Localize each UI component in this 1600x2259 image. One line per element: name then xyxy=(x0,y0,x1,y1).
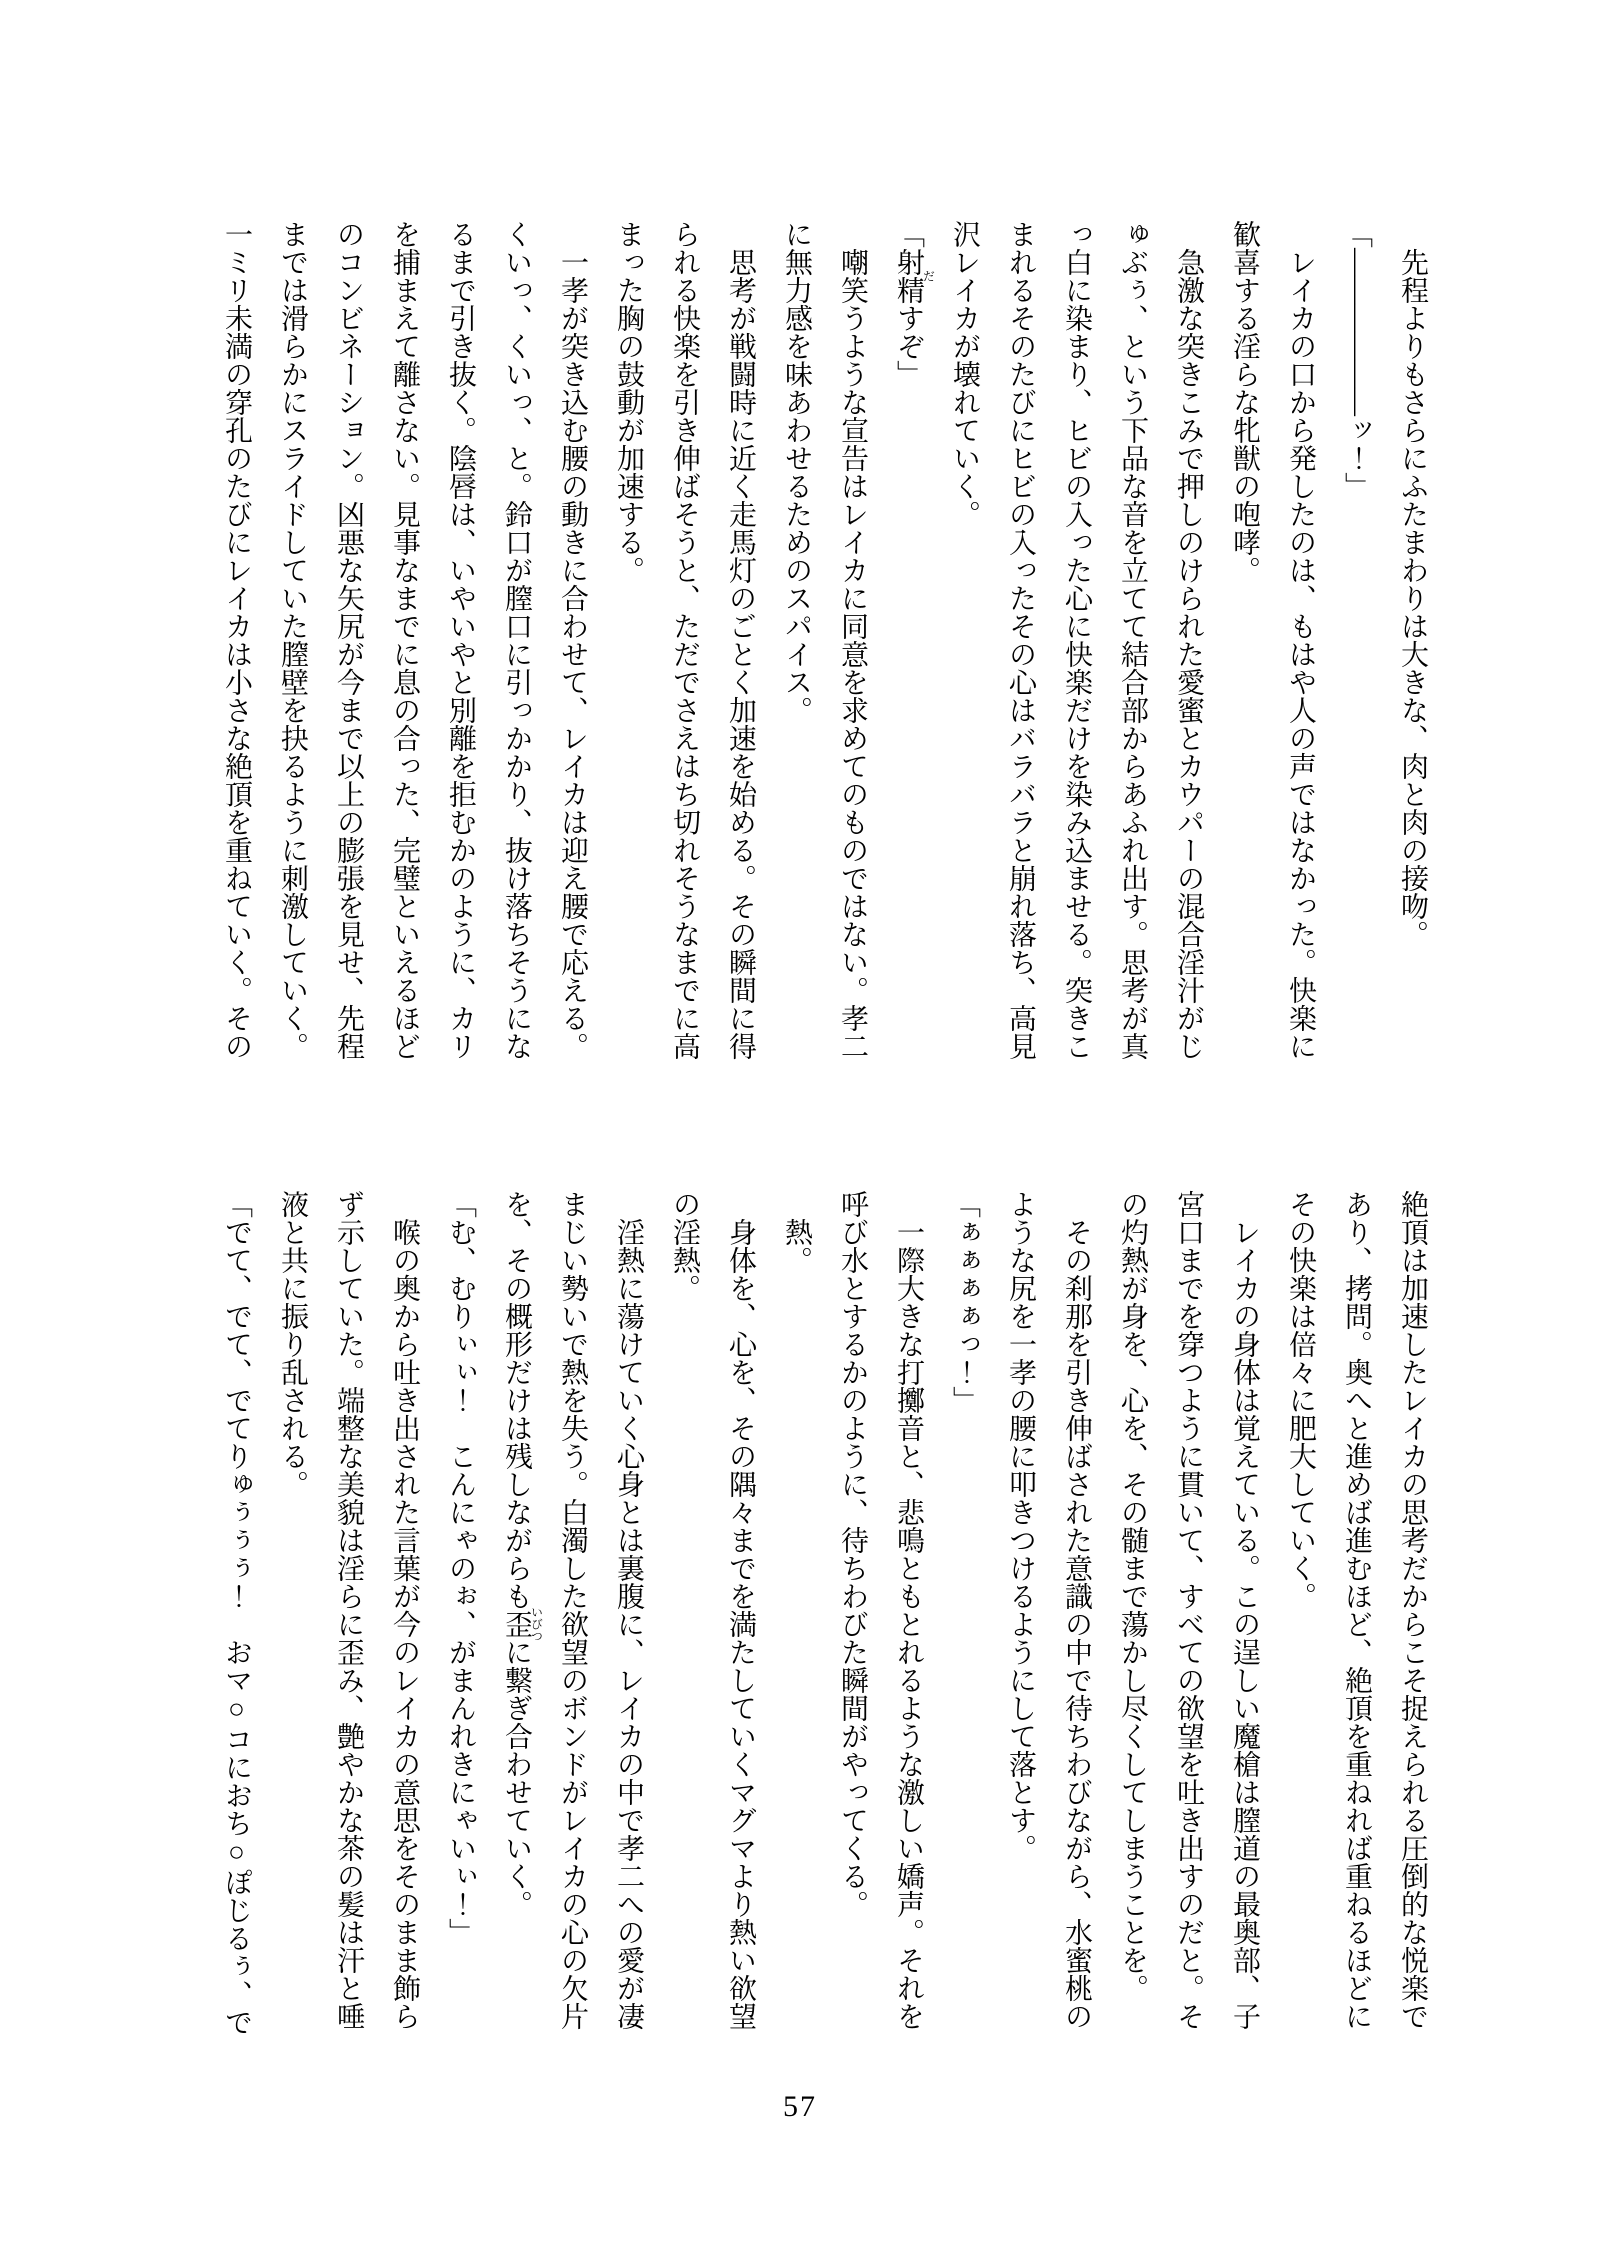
upper-text-block xyxy=(208,220,1440,1100)
text-line: 液と共に振り乱される。 xyxy=(277,1190,308,1498)
text-line: 歓喜する淫らな牝獣の咆哮。 xyxy=(1229,220,1260,584)
text-line: その快楽は倍々に肥大していく。 xyxy=(1285,1190,1316,1610)
text-line: あり、拷問。奥へと進めば進むほど、絶頂を重ねれば重ねるほどに xyxy=(1341,1190,1372,2030)
text-line: 思考が戦闘時に近く走馬灯のごとく加速を始める。その瞬間に得 xyxy=(725,248,756,1060)
text-line: レイカの身体は覚えている。この逞しい魔槍は膣道の最奥部、子 xyxy=(1229,1218,1260,2030)
text-line: 先程よりもさらにふたまわりは大きな、肉と肉の接吻。 xyxy=(1397,248,1428,948)
text-line: 宮口までを穿つように貫いて、すべての欲望を吐き出すのだと。そ xyxy=(1173,1190,1204,2030)
text-line: 「射精だすぞ」 xyxy=(893,220,936,388)
page-number: 57 xyxy=(783,2090,817,2123)
text-line: 一孝が突き込む腰の動きに合わせて、レイカは迎え腰で応える。 xyxy=(557,248,588,1060)
text-line: 呼び水とするかのように、待ちわびた瞬間がやってくる。 xyxy=(837,1190,868,1918)
text-line: の淫熱。 xyxy=(669,1190,700,1302)
text-line: 一際大きな打擲音と、悲鳴ともとれるような激しい嬌声。それを xyxy=(893,1218,924,2030)
text-line: ず示していた。端整な美貌は淫らに歪み、艶やかな茶の髪は汗と唾 xyxy=(333,1190,364,2030)
text-line: 沢レイカが壊れていく。 xyxy=(949,220,980,528)
text-line: 絶頂は加速したレイカの思考だからこそ捉えられる圧倒的な悦楽で xyxy=(1397,1190,1428,2030)
lower-text-block xyxy=(208,1190,1440,2070)
text-line: 身体を、心を、その隅々までを満たしていくマグマより熱い欲望 xyxy=(725,1218,756,2030)
text-line: っ白に染まり、ヒビの入った心に快楽だけを染み込ませる。突きこ xyxy=(1061,220,1092,1060)
text-line: られる快楽を引き伸ばそうと、ただでさえはち切れそうなまでに高 xyxy=(669,220,700,1060)
text-line: を捕まえて離さない。見事なまでに息の合った、完璧といえるほど xyxy=(389,220,420,1060)
text-line: 「む、むりぃぃ！ こんにゃのぉ、がまんれきにゃいぃ！」 xyxy=(445,1190,476,1946)
text-line: を、その概形だけは残しながらも歪いびつに繋ぎ合わせていく。 xyxy=(501,1190,544,1918)
text-line: 嘲笑うような宣告はレイカに同意を求めてのものではない。孝二 xyxy=(837,248,868,1060)
text-line: 急激な突きこみで押しのけられた愛蜜とカウパーの混合淫汁がじ xyxy=(1173,248,1204,1060)
text-line: まった胸の鼓動が加速する。 xyxy=(613,220,644,584)
text-line: くいっ、くいっ、と。鈴口が膣口に引っかかり、抜け落ちそうにな xyxy=(501,220,532,1060)
text-line: ような尻を一孝の腰に叩きつけるようにして落とす。 xyxy=(1005,1190,1036,1862)
ruby-annotation: 射精だ xyxy=(893,248,936,304)
text-line: までは滑らかにスライドしていた膣壁を抉るように刺激していく。 xyxy=(277,220,308,1060)
text-line: 熱。 xyxy=(781,1218,812,1274)
text-line: ゅぶぅ、という下品な音を立てて結合部からあふれ出す。思考が真 xyxy=(1117,220,1148,1060)
ruby-annotation: 歪いびつ xyxy=(501,1606,544,1642)
text-line: 「でて、でて、でてりゅぅぅぅ！ おマ○コにおち○ぽじるぅ、で xyxy=(221,1190,252,2036)
text-line: レイカの口から発したのは、もはや人の声ではなかった。快楽に xyxy=(1285,248,1316,1060)
text-line: 一ミリ未満の穿孔のたびにレイカは小さな絶頂を重ねていく。その xyxy=(221,220,252,1060)
text-line: の灼熱が身を、心を、その髄まで蕩かし尽くしてしまうことを。 xyxy=(1117,1190,1148,2002)
text-line: まれるそのたびにヒビの入ったその心はバラバラと崩れ落ち、高見 xyxy=(1005,220,1036,1060)
text-line: に無力感を味あわせるためのスパイス。 xyxy=(781,220,812,724)
text-line: 「ぁぁぁぁっ！」 xyxy=(949,1190,980,1414)
text-line: るまで引き抜く。陰唇は、いやいやと別離を拒むかのように、カリ xyxy=(445,220,476,1060)
text-line: まじい勢いで熱を失う。白濁した欲望のボンドがレイカの心の欠片 xyxy=(557,1190,588,2030)
text-line: 「――――――ッ！」 xyxy=(1341,220,1372,500)
text-line: その刹那を引き伸ばされた意識の中で待ちわびながら、水蜜桃の xyxy=(1061,1218,1092,2030)
text-line: 淫熱に蕩けていく心身とは裏腹に、レイカの中で孝二への愛が凄 xyxy=(613,1218,644,2030)
text-line: 喉の奥から吐き出された言葉が今のレイカの意思をそのまま飾ら xyxy=(389,1218,420,2030)
text-line: のコンビネーション。凶悪な矢尻が今まで以上の膨張を見せ、先程 xyxy=(333,220,364,1060)
